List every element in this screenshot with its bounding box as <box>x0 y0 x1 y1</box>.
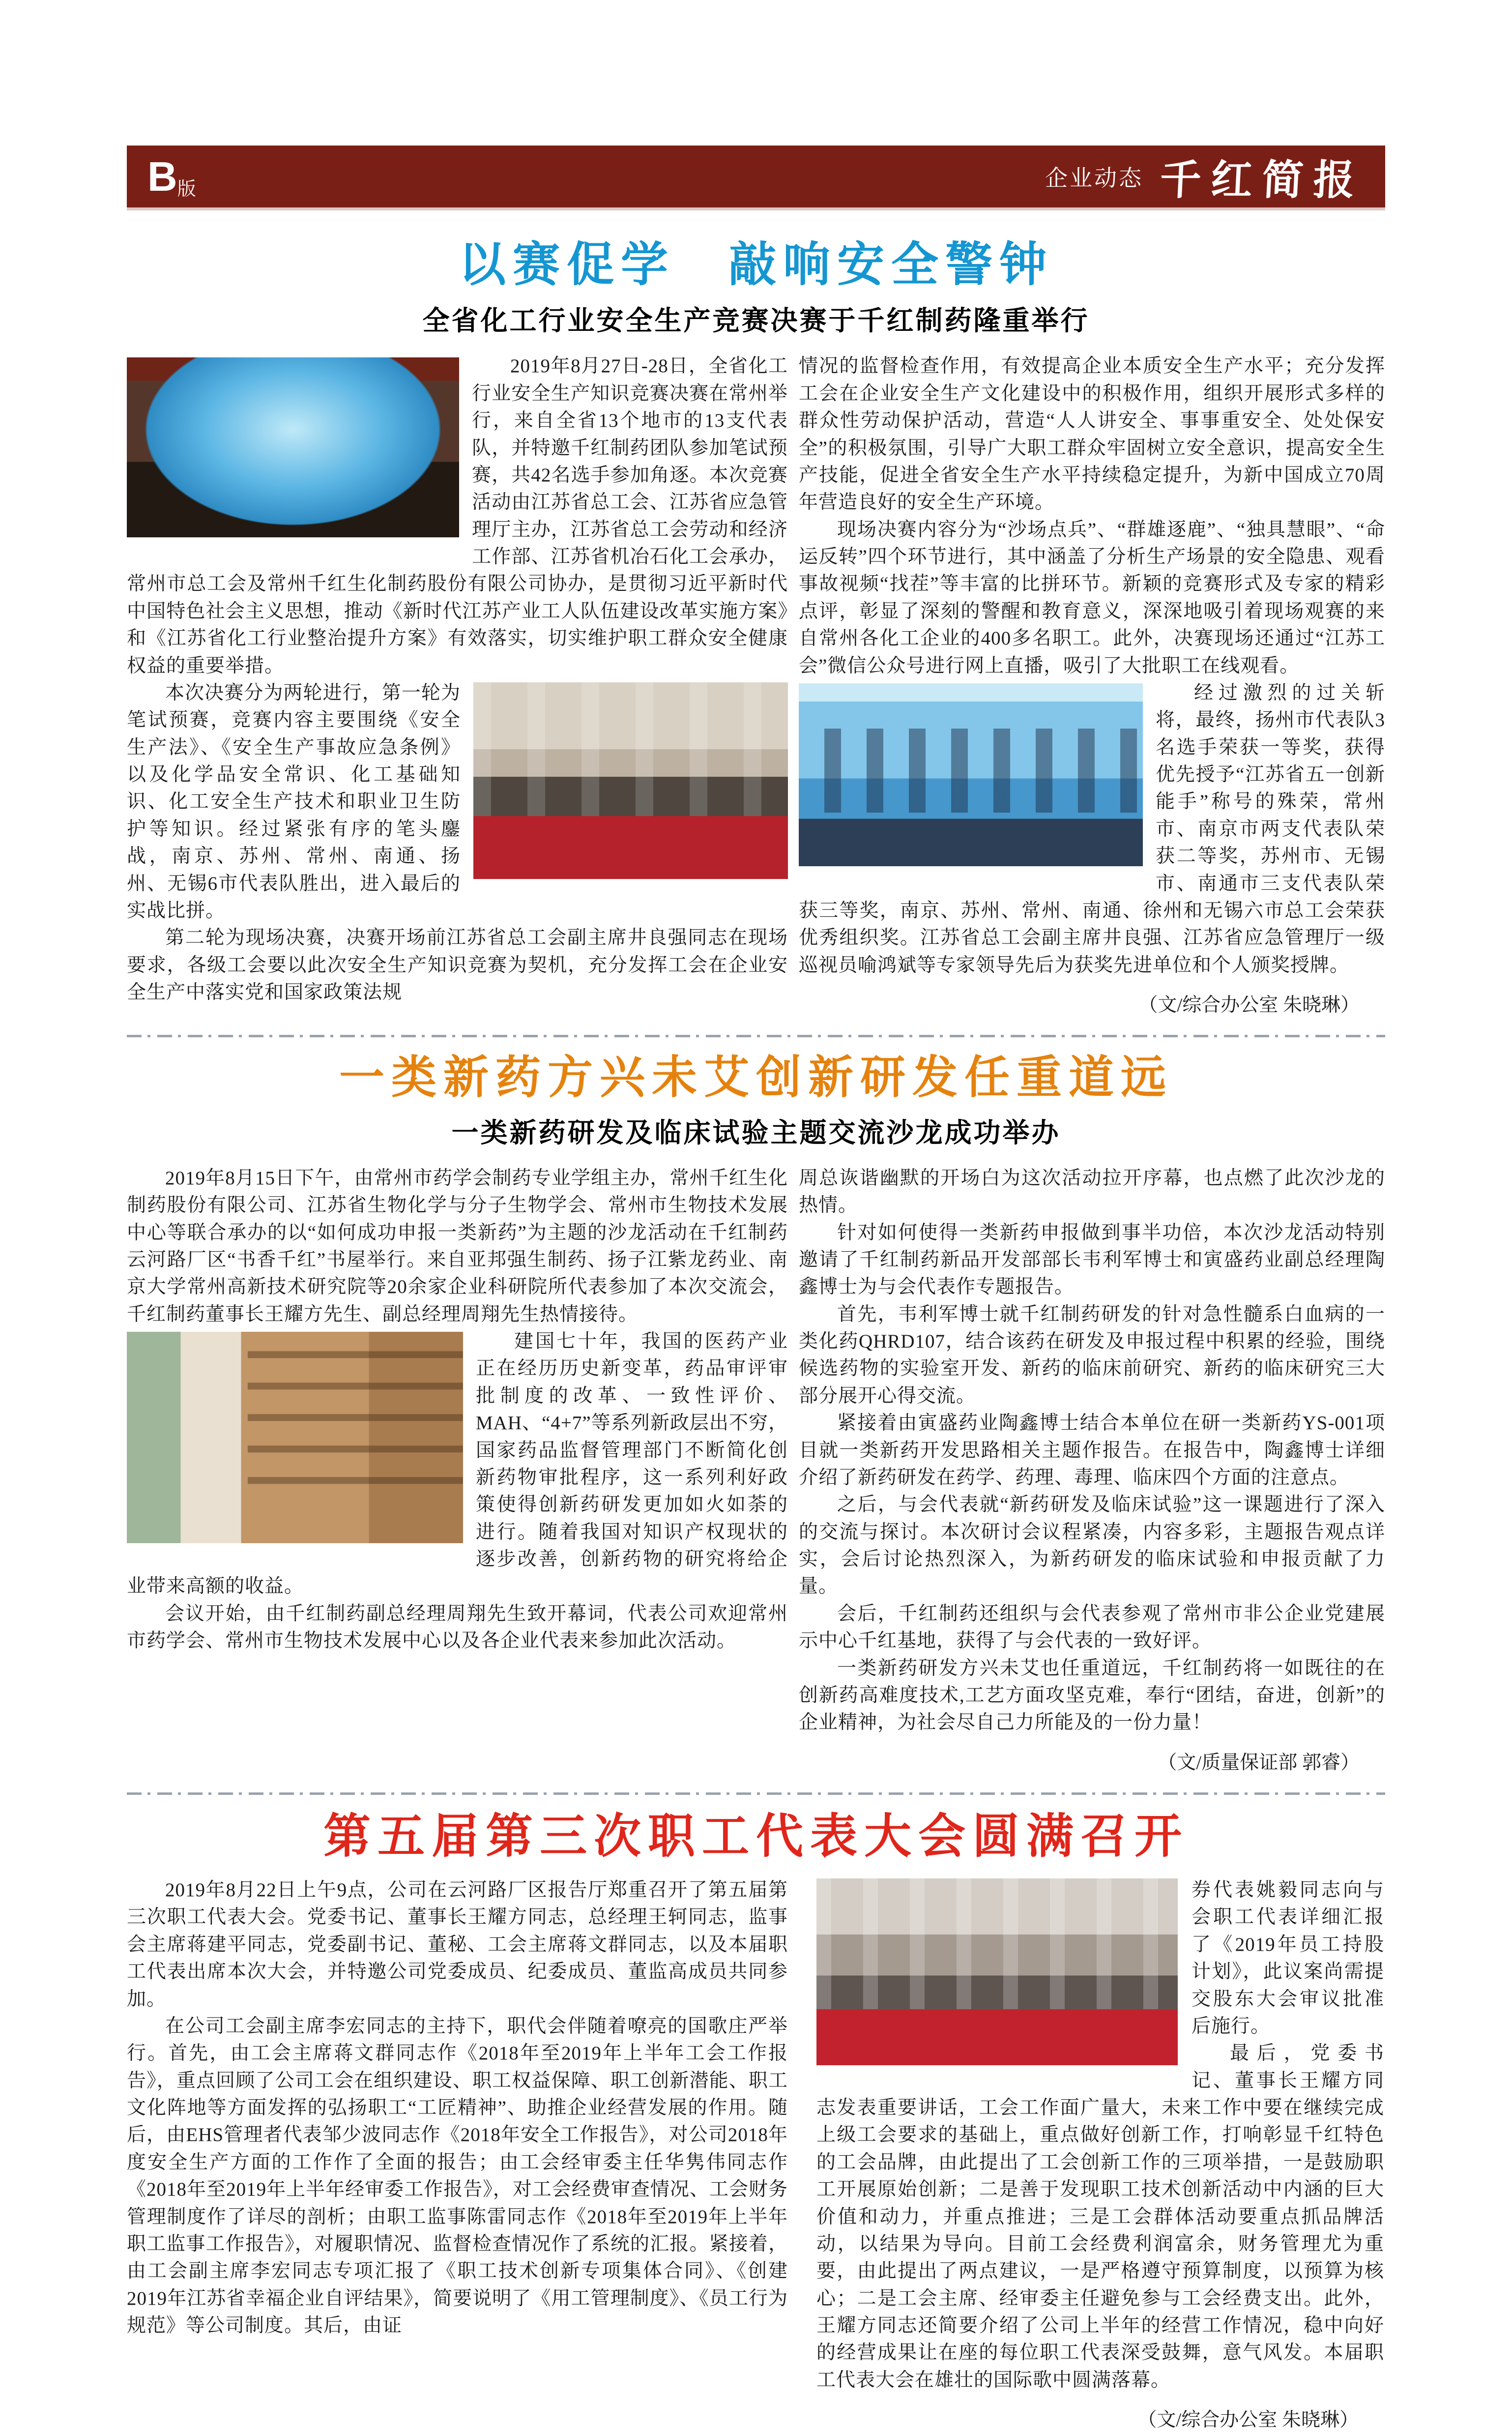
paragraph: 本次决赛分为两轮进行，第一轮为笔试预赛，竞赛内容主要围绕《安全生产法》、《安全生产事故应急条例》以及化学品安全常识、化工基础知识、化工安全生产技术和职业卫生防护等知识。经过紧张有序的笔头鏖战，南京、苏州、常州、南通、扬州、无锡6市代表队胜出，进入最后的实战比拼。 <box>127 682 461 921</box>
photo-award-ceremony <box>799 683 1143 866</box>
photo-audience-hall <box>473 682 788 879</box>
spacer <box>127 1864 1385 1876</box>
article-1-body <box>127 352 1385 1017</box>
article-2-subtitle: 一类新药研发及临床试验主题交流沙龙成功举办 <box>451 1117 1061 1148</box>
paragraph: 之后，与会代表就“新药研发及临床试验”这一课题进行了深入的交流与探讨。本次研讨会议程紧凑，内容多彩，主题报告观点详实，会后讨论热烈深入，为新药研发的临床试验和申报贡献了力量。 <box>799 1494 1385 1597</box>
article-3-body <box>127 1876 1385 2432</box>
article-workers-congress <box>127 1810 1385 2432</box>
newsletter-page <box>127 0 1385 2432</box>
paragraph: 最后，党委书记、董事长王耀方同志发表重要讲话，工会工作面广量大，未来工作中要在继续完成上级工会要求的基础上，重点做好创新工作，打响彰显千红特色的工会品牌，由此提出了工会创新工作的三项举措，一是鼓励职工开展原始创新；二是善于发现职工技术创新活动中内涵的巨大价值和动力，并重点推进；三是工会群体活动要重点抓品牌活动，以结果为导向。目前工会经费利润富余，财务管理尤为重要，由此提出了两点建议，一是严格遵守预算制度，以预算为核心；二是工会主席、经审委主任避免参与工会经费支出。此外，王耀方同志还简要介绍了公司上半年的经营工作情况，稳中向好的经营成果让在座的每位职工代表深受鼓舞，意气风发。本届职工代表大会在雄壮的国际歌中圆满落幕。 <box>816 2043 1384 2391</box>
section-divider <box>127 1035 1385 1037</box>
paragraph: 首先，韦利军博士就千红制药研发的针对急性髓系白血病的一类化药QHRD107，结合该药在研发及申报过程中积累的经验，围绕候选药物的实验室开发、新药的临床前研究、新药的临床研究三大部分展开心得交流。 <box>799 1303 1385 1406</box>
paragraph: 一类新药研发方兴未艾也任重道远，千红制药将一如既往的在创新药高难度技术,工艺方面攻坚克难，奉行“团结，奋进，创新”的企业精神，为社会尽自己力所能及的一份力量！ <box>799 1657 1385 1733</box>
article-3-right-column <box>816 1876 1384 2432</box>
article-1-title: 以赛促学 敲响安全警钟 <box>459 238 1053 291</box>
article-1-right-column <box>799 352 1385 1017</box>
edition-suffix: 版 <box>177 178 196 200</box>
article-safety-competition <box>127 238 1385 1017</box>
paragraph: 紧接着由寅盛药业陶鑫博士结合本单位在研一类新药YS-001项目就一类新药开发思路相关主题作报告。在报告中，陶鑫博士详细介绍了新药研发在药学、药理、毒理、临床四个方面的注意点。 <box>799 1412 1385 1488</box>
paragraph: 现场决赛内容分为“沙场点兵”、“群雄逐鹿”、“独具慧眼”、“命运反转”四个环节进行，其中涵盖了分析生产场景的安全隐患、观看事故视频“找茬”等丰富的比拼环节。新颖的竞赛形式及专家的精彩点评，彰显了深刻的警醒和教育意义，深深地吸引着现场观赛的来自常州各化工企业的400多名职工。此外，决赛现场还通过“江苏工会”微信公众号进行网上直播，吸引了大批职工在线观看。 <box>799 519 1385 676</box>
paragraph: 建国七十年，我国的医药产业正在经历历史新变革，药品审评审批制度的改革、一致性评价、MAH、“4+7”等系列新政层出不穷，国家药品监督管理部门不断简化创新药物审批程序，这一系列利好政策使得创新药研发更加如火如荼的进行。随着我国对知识产权现状的逐步改善，创新药物的研究将给企业带来高额的收益。 <box>127 1331 788 1597</box>
paragraph: 情况的监督检查作用，有效提高企业本质安全生产水平；充分发挥工会在企业安全生产文化建设中的积极作用，组织开展形式多样的群众性劳动保护活动，营造“人人讲安全、事事重安全、处处保安全”的积极氛围，引导广大职工群众牢固树立安全意识，提高安全生产技能，促进全省安全生产水平持续稳定提升，为新中国成立70周年营造良好的安全生产环境。 <box>799 355 1385 513</box>
edition-label <box>147 153 196 201</box>
paragraph: 会议开始，由千红制药副总经理周翔先生致开幕词，代表公司欢迎常州市药学会、常州市生物技术发展中心以及各企业代表来参加此次活动。 <box>127 1603 788 1652</box>
photo-book-salon <box>127 1332 463 1543</box>
article-2-left-column <box>127 1165 788 1775</box>
paragraph: 第二轮为现场决赛，决赛开场前江苏省总工会副主席井良强同志在现场要求，各级工会要以此次安全生产知识竞赛为契机，充分发挥工会在企业安全生产中落实党和国家政策法规 <box>127 927 788 1003</box>
article-3-left-column <box>127 1876 788 2432</box>
photo-congress-voting <box>816 1878 1178 2065</box>
page-header-bar <box>127 146 1385 207</box>
masthead <box>1045 147 1365 206</box>
paragraph: 2019年8月15日下午，由常州市药学会制药专业学组主办，常州千红生化制药股份有限公司、江苏省生物化学与分子生物学会、常州市生物技术发展中心等联合承办的以“如何成功申报一类新药”为主题的沙龙活动在千红制药云河路厂区“书香千红”书屋举行。来自亚邦强生制药、扬子江紫龙药业、南京大学常州高新技术研究院等20余家企业科研院所代表参加了本次交流会，千红制药董事长王耀方先生、副总经理周翔先生热情接待。 <box>127 1167 788 1325</box>
article-2-right-column <box>799 1165 1385 1775</box>
article-3-title: 第五届第三次职工代表大会圆满召开 <box>323 1810 1189 1863</box>
photo-competition-stage <box>127 357 459 537</box>
article-3-byline: （文/综合办公室 朱晓琳） <box>1137 2409 1359 2431</box>
paragraph: 券代表姚毅同志向与会职工代表详细汇报了《2019年员工持股计划》，此议案尚需提交股东大会审议批准后施行。 <box>1192 1879 1384 2037</box>
masthead-title: 千红简报 <box>1159 157 1366 204</box>
article-2-title: 一类新药方兴未艾创新研发任重道远 <box>339 1053 1173 1103</box>
paragraph: 2019年8月27日-28日，全省化工行业安全生产知识竞赛决赛在常州举行，来自全省13个地市的13支代表队，并特邀千红制药团队参加笔试预赛，共42名选手参加角逐。本次竞赛活动由江苏省总工会、江苏省应急管理厅主办，江苏省总工会劳动和经济工作部、江苏省机冶石化工会承办，常州市总工会及常州千红生化制药股份有限公司协办，是贯彻习近平新时代中国特色社会主义思想，推动《新时代江苏产业工人队伍建设改革实施方案》和《江苏省化工行业整治提升方案》有效落实，切实维护职工群众安全健康权益的重要举措。 <box>127 355 788 676</box>
paragraph: 针对如何使得一类新药申报做到事半功倍，本次沙龙活动特别邀请了千红制药新品开发部部长韦利军博士和寅盛药业副总经理陶鑫博士为与会代表作专题报告。 <box>799 1222 1385 1298</box>
paragraph: 经过激烈的过关斩将，最终，扬州市代表队3名选手荣获一等奖，获得优先授予“江苏省五一创新能手”称号的殊荣，常州市、南京市两支代表队荣获二等奖，苏州市、无锡市、南通市三支代表队荣获三等奖，南京、苏州、常州、南通、徐州和无锡六市总工会荣获优秀组织奖。江苏省总工会副主席井良强、江苏省应急管理厅一级巡视员喻鸿斌等专家领导先后为获奖先进单位和个人颁奖授牌。 <box>799 682 1385 976</box>
edition-letter: B <box>147 153 177 200</box>
paragraph: 周总诙谐幽默的开场白为这次活动拉开序幕，也点燃了此次沙龙的热情。 <box>799 1167 1385 1216</box>
section-divider <box>127 1792 1385 1795</box>
paragraph: 在公司工会副主席李宏同志的主持下，职代会伴随着嘹亮的国歌庄严举行。首先，由工会主席蒋文群同志作《2018年至2019年上半年工会工作报告》，重点回顾了公司工会在组织建设、职工权益保障、职工创新潜能、职工文化阵地等方面发挥的弘扬职工“工匠精神”、助推企业经营发展的作用。随后，由EHS管理者代表邹少波同志作《2018年安全工作报告》，对公司2018年度安全生产方面的工作作了全面的报告；由工会经审委主任华隽伟同志作《2018年至2019年上半年经审委工作报告》，对工会经费审查情况、工会财务管理制度作了详尽的剖析；由职工监事陈雷同志作《2018年至2019年上半年职工监事工作报告》，对履职情况、监督检查情况作了系统的汇报。紧接着，由工会副主席李宏同志专项汇报了《职工技术创新专项集体合同》、《创建2019年江苏省幸福企业自评结果》，简要说明了《用工管理制度》、《员工行为规范》等公司制度。其后，由证 <box>127 2015 788 2337</box>
article-new-drug-salon <box>127 1052 1385 1775</box>
article-1-left-column <box>127 352 788 1017</box>
paragraph: 2019年8月22日上午9点，公司在云河路厂区报告厅郑重召开了第五届第三次职工代表大会。党委书记、董事长王耀方同志，总经理王轲同志，监事会主席蒋建平同志，党委副书记、董秘、工会主席蒋文群同志，以及本届职工代表出席本次大会，并特邀公司党委成员、纪委成员、董监高成员共同参加。 <box>127 1879 788 2010</box>
section-label: 企业动态 <box>1045 166 1143 191</box>
article-1-subtitle: 全省化工行业安全生产竞赛决赛于千红制药隆重举行 <box>422 306 1090 336</box>
article-2-byline: （文/质量保证部 郭睿） <box>1158 1752 1360 1773</box>
paragraph: 会后，千红制药还组织与会代表参观了常州市非公企业党建展示中心千红基地，获得了与会代表的一致好评。 <box>799 1603 1385 1652</box>
article-2-body <box>127 1165 1385 1775</box>
article-1-byline: （文/综合办公室 朱晓琳） <box>1138 995 1360 1016</box>
